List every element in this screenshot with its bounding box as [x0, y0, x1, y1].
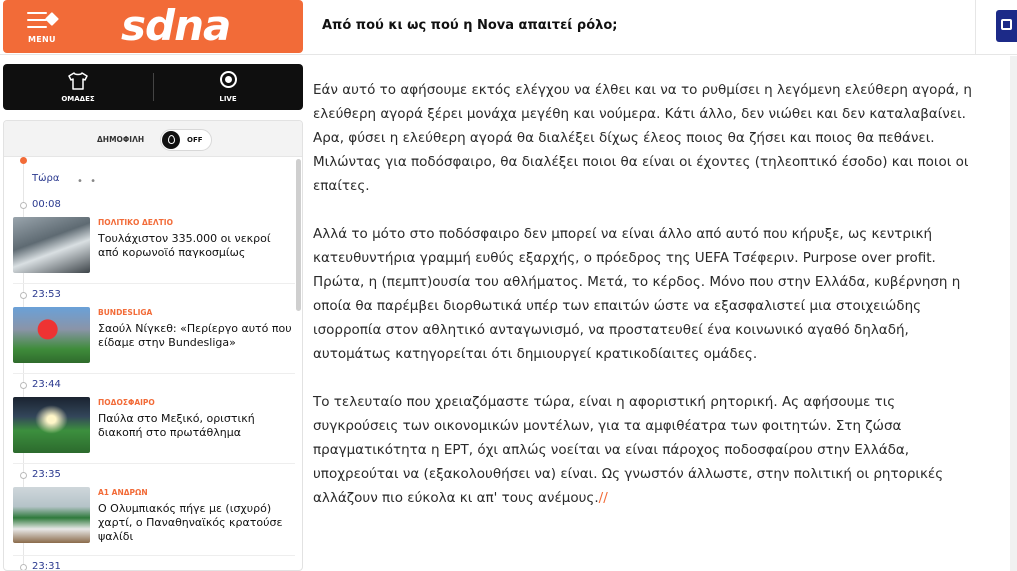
- feed-item-category[interactable]: A1 ΑΝΔΡΩΝ: [98, 488, 148, 497]
- logo-bar: [3, 0, 303, 53]
- nav-teams-label: ΟΜΑΔΕΣ: [61, 95, 95, 103]
- popular-toggle[interactable]: [160, 129, 212, 151]
- now-label: Τώρα: [32, 173, 60, 184]
- header-action-button[interactable]: [996, 10, 1017, 42]
- feed-item-time: 23:53: [32, 289, 61, 300]
- nav-live[interactable]: [153, 64, 303, 110]
- timeline-dot: [20, 202, 27, 209]
- feed-item-time: 23:31: [32, 561, 61, 571]
- feed-scrollbar[interactable]: [296, 159, 301, 311]
- timeline-now-dot: [20, 157, 27, 164]
- feed-item-thumbnail[interactable]: [13, 217, 90, 273]
- flame-icon: [168, 135, 175, 144]
- feed-separator: [13, 373, 295, 374]
- hamburger-icon: [27, 10, 57, 32]
- live-icon: [220, 71, 237, 88]
- feed-item-title[interactable]: Ο Ολυμπιακός πήγε με (ισχυρό) χαρτί, ο Παναθηναϊκός κρατούσε ψαλίδι: [98, 502, 283, 543]
- nav-teams[interactable]: [3, 64, 153, 110]
- feed-item-category[interactable]: ΠΟΛΙΤΙΚΟ ΔΕΛΤΙΟ: [98, 218, 173, 227]
- feed-item-category[interactable]: ΠΟΔΟΣΦΑΙΡΟ: [98, 398, 155, 407]
- page-scrollbar[interactable]: [1010, 56, 1017, 571]
- feed-separator: [13, 283, 295, 284]
- feed-item-time: 23:44: [32, 379, 61, 390]
- toggle-knob: [162, 131, 180, 149]
- article-paragraph: Εάν αυτό το αφήσουμε εκτός ελέγχου να έλθει και να το ρυθμίσει η λεγόμενη ελεύθερη αγορά, η ελεύθερη αγορά ξέρει μονάχα μεγέθη και νούμερα. Κάτι άλλο, δεν νιώθει και δεν καταλαβαίνει. Αρα, φύσει η ελεύθερη αγορά θα διαλέξει δίχως έλεος ποιος θα ζήσει και ποιος θα πεθάνει. Μιλώντας για ποδόσφαιρο, θα διαλέξει ποιοι θα είναι οι έχοντες (τηλεοπτικό έσοδο) και ποιοι οι επαίτες.: [313, 82, 972, 194]
- menu-label: MENU: [28, 35, 56, 44]
- comment-icon: [1001, 19, 1012, 30]
- toggle-state: OFF: [187, 136, 203, 144]
- feed-item-time: 00:08: [32, 199, 61, 210]
- feed-item-thumbnail[interactable]: [13, 397, 90, 453]
- nav-live-label: LIVE: [219, 95, 237, 103]
- timeline-dot: [20, 382, 27, 389]
- shirt-icon: [68, 72, 88, 90]
- timeline-dot: [20, 472, 27, 479]
- article-paragraph: Αλλά το μότο στο ποδόσφαιρο δεν μπορεί να είναι άλλο από αυτό που κήρυξε, ως κεντρική κατευθυντήρια γραμμή ευθύς εξαρχής, ο πρόεδρος της UEFA Τσέφεριν. Purpose over profit. Πρώτα, η (πεμπτ)ουσία του αθλήματος. Μετά, το κέρδος. Μόνο που στην Ελλάδα, κυβέρνηση η οποία θα παρέμβει διορθωτικά υπέρ των επαιτών ώστε να εξασφαλιστεί μια στοιχειώδης ισορροπία στον αθλητικό ανταγωνισμό, να προστατευθεί ένα κοινωνικό αγαθό δηλαδή, αυτομάτως κατηγορείται ότι δημιουργεί κρατικοδίαιτες ομάδες.: [313, 226, 961, 362]
- feed-item-thumbnail[interactable]: [13, 487, 90, 543]
- now-dots: • •: [77, 176, 98, 187]
- menu-button[interactable]: [19, 6, 59, 46]
- feed-separator: [13, 463, 295, 464]
- news-feed: [3, 120, 303, 571]
- feed-item-title[interactable]: Τουλάχιστον 335.000 οι νεκροί από κορωνοϊό παγκοσμίως: [98, 232, 271, 259]
- popular-label: ΔΗΜΟΦΙΛΗ: [97, 135, 145, 144]
- feed-item-title[interactable]: Σαούλ Νίγκεθ: «Περίεργο αυτό που είδαμε στην Bundesliga»: [98, 322, 292, 349]
- header-headline[interactable]: Από πού κι ως πού η Nova απαιτεί ρόλο;: [322, 18, 618, 33]
- timeline-dot: [20, 292, 27, 299]
- timeline-dot: [20, 564, 27, 571]
- feed-item-title[interactable]: Παύλα στο Μεξικό, οριστική διακοπή στο πρωτάθλημα: [98, 412, 255, 439]
- feed-item-category[interactable]: BUNDESLIGA: [98, 308, 153, 317]
- feed-item-time: 23:35: [32, 469, 61, 480]
- quick-nav: [3, 64, 303, 110]
- article-end-mark: //: [598, 490, 608, 506]
- article-paragraph-last: [313, 390, 973, 510]
- site-header: [0, 0, 1017, 55]
- feed-separator: [13, 555, 295, 556]
- feed-header: [4, 121, 302, 157]
- article-body: [313, 78, 973, 534]
- header-divider: [975, 0, 976, 55]
- feed-item-thumbnail[interactable]: [13, 307, 90, 363]
- article-paragraph: Το τελευταίο που χρειαζόμαστε τώρα, είναι η αφοριστική ρητορική. Ας αφήσουμε τις συγκρούσεις των οικονομικών μοντέλων, για τα αμφιθέατρα των φοιτητών. Στη ζώσα πραγματικότητα η ΕΡΤ, όχι απλώς νοείται να είναι πάροχος ποδοσφαίρου στην Ελλάδα, υποχρεούται να (εξακολουθήσει να) είναι. Ως γνωστόν άλλωστε, στην πολιτική οι ρητορικές αλλάζουν πιο εύκολα κι απ' τους ανέμους.: [313, 394, 944, 506]
- site-logo[interactable]: sdna: [121, 1, 231, 50]
